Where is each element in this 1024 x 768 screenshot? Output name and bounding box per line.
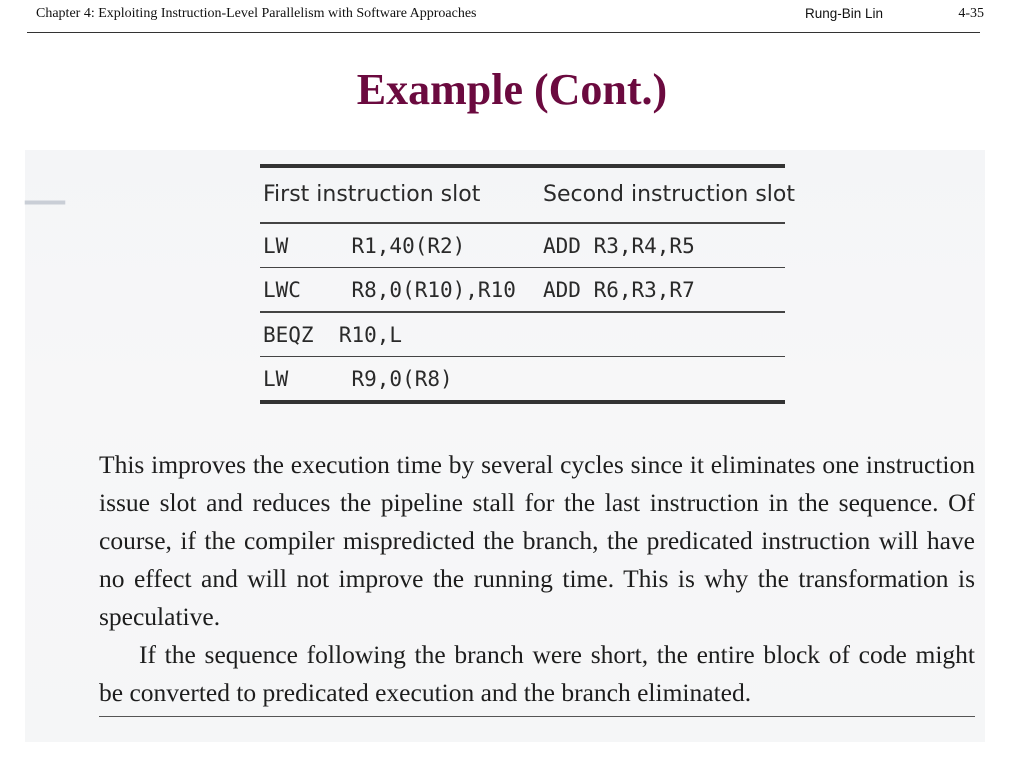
first-slot-cell: LW R9,0(R8) — [263, 367, 453, 391]
page-number: 4-35 — [958, 6, 984, 21]
chapter-title: Chapter 4: Exploiting Instruction-Level Parallelism with Software Approaches — [36, 6, 477, 21]
scanned-excerpt — [25, 150, 985, 742]
bleed-through-marks: ▁▁ — [25, 175, 65, 204]
table-row — [260, 224, 785, 267]
table-row — [260, 357, 785, 400]
author-name: Rung-Bin Lin — [805, 6, 884, 21]
first-slot-cell: BEQZ R10,L — [263, 322, 403, 347]
body-text — [99, 446, 975, 712]
header-divider — [27, 32, 980, 33]
column-header-first-slot: First instruction slot — [263, 182, 481, 207]
slide-header — [0, 0, 1024, 34]
column-header-second-slot: Second instruction slot — [543, 182, 795, 207]
second-slot-cell: ADD R3,R4,R5 — [543, 233, 695, 258]
slide-title: Example (Cont.) — [356, 65, 668, 114]
first-slot-cell: LWC R8,0(R10),R10 — [263, 278, 516, 302]
table-row — [260, 313, 785, 356]
paragraph: This improves the execution time by several cycles since it eliminates one instruction issue slot and reduces the pipeline stall for the last instruction in the sequence. Of course, if the compiler mispredicted the branch, the predicated instruction will have no effect and will not improve the running time. This is why the transformation is speculative. — [99, 450, 975, 631]
paragraph: If the sequence following the branch were short, the entire block of code might be converted to predicated execution and the branch eliminated. — [99, 640, 975, 707]
excerpt-bottom-rule — [99, 716, 975, 717]
second-slot-cell: ADD R6,R3,R7 — [543, 278, 695, 302]
table-header-row — [260, 168, 795, 222]
first-slot-cell: LW R1,40(R2) — [263, 233, 466, 258]
instruction-slot-table — [260, 164, 795, 404]
table-row — [260, 268, 785, 311]
table-bottom-rule — [260, 400, 785, 404]
